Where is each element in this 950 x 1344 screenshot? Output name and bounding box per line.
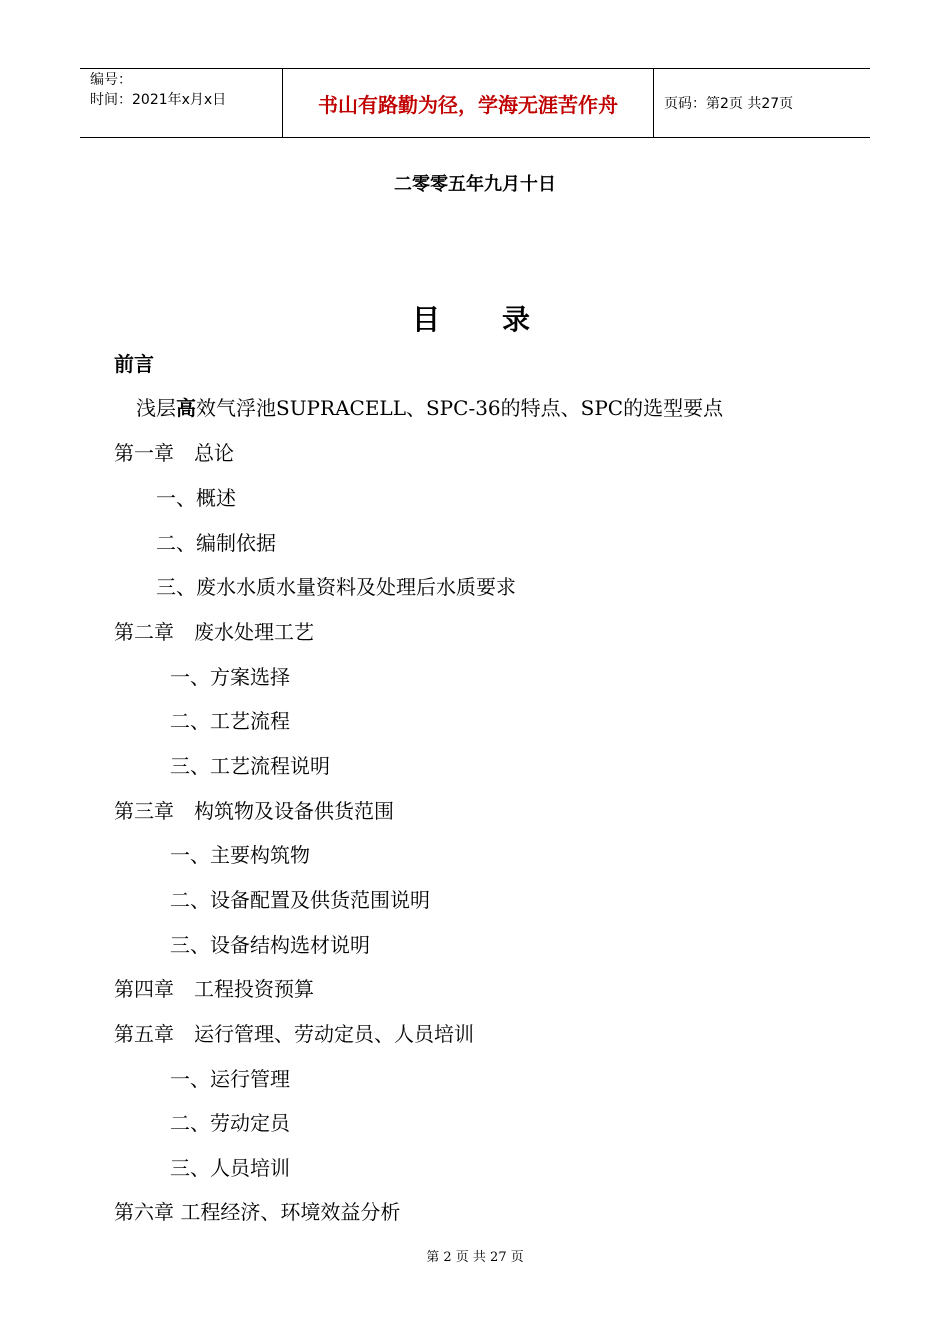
toc-chapter[interactable]: 第二章 废水处理工艺 bbox=[114, 620, 314, 644]
toc-chapter[interactable]: 第六章 工程经济、环境效益分析 bbox=[114, 1200, 401, 1224]
preface-line-bold: 高 bbox=[176, 396, 196, 420]
page-footer: 第 2 页 共 27 页 bbox=[426, 1250, 524, 1265]
toc-section[interactable]: 二、工艺流程 bbox=[170, 709, 290, 733]
toc-section[interactable]: 三、设备结构选材说明 bbox=[170, 933, 370, 957]
document-time-label: 时间：2021年x月x日 bbox=[90, 92, 227, 108]
toc-section[interactable]: 一、运行管理 bbox=[170, 1067, 290, 1091]
toc-section[interactable]: 三、工艺流程说明 bbox=[170, 754, 330, 778]
toc-section[interactable]: 三、人员培训 bbox=[170, 1156, 290, 1180]
preface-line-rest: 效气浮池SUPRACELL、SPC-36的特点、SPC的选型要点 bbox=[196, 396, 724, 420]
toc-section[interactable]: 二、设备配置及供货范围说明 bbox=[170, 888, 430, 912]
toc-section[interactable]: 二、劳动定员 bbox=[170, 1111, 290, 1135]
header-middle-cell bbox=[282, 69, 654, 137]
toc-section[interactable]: 一、方案选择 bbox=[170, 665, 290, 689]
preface-line-prefix: 浅层 bbox=[136, 396, 176, 420]
document-date: 二零零五年九月十日 bbox=[394, 174, 556, 195]
preface-line bbox=[136, 392, 723, 421]
preface-heading: 前言 bbox=[114, 352, 154, 376]
toc-chapter[interactable]: 第五章 运行管理、劳动定员、人员培训 bbox=[114, 1022, 474, 1046]
document-number-label: 编号： bbox=[90, 72, 132, 88]
toc-section[interactable]: 一、主要构筑物 bbox=[170, 843, 310, 867]
header-right-cell bbox=[654, 69, 870, 137]
header-motto: 书山有路勤为径，学海无涯苦作舟 bbox=[318, 92, 618, 117]
document-header bbox=[80, 68, 870, 138]
toc-section[interactable]: 三、废水水质水量资料及处理后水质要求 bbox=[156, 575, 516, 599]
toc-section[interactable]: 一、概述 bbox=[156, 486, 236, 510]
toc-title: 目录 bbox=[412, 303, 593, 336]
toc-section[interactable]: 二、编制依据 bbox=[156, 531, 276, 555]
toc-chapter[interactable]: 第四章 工程投资预算 bbox=[114, 977, 314, 1001]
header-page-info: 页码：第2页 共27页 bbox=[664, 96, 794, 112]
toc-chapter[interactable]: 第三章 构筑物及设备供货范围 bbox=[114, 799, 394, 823]
header-left-cell bbox=[80, 69, 282, 137]
toc-chapter[interactable]: 第一章 总论 bbox=[114, 441, 234, 465]
